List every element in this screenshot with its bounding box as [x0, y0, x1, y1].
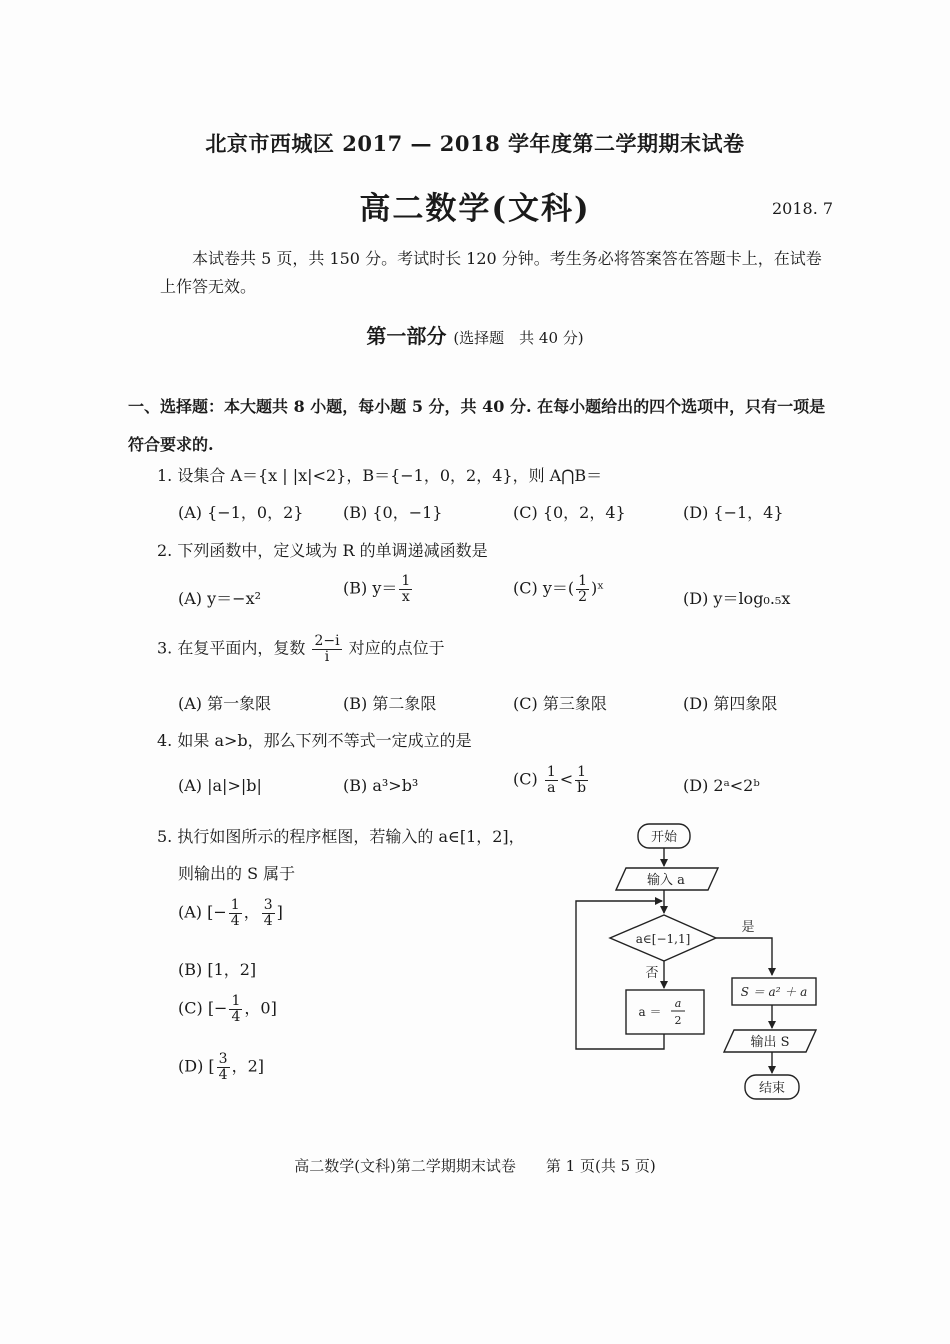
q5-option-c	[178, 994, 277, 1024]
q5-option-a	[178, 898, 283, 928]
q4-option-a: (A) |a|>|b|	[178, 776, 262, 795]
q5-c-num: 1	[231, 993, 241, 1009]
q5-d-suffix: ，2]	[231, 1056, 264, 1076]
question-5-stem-line1: 5. 执行如图所示的程序框图，若输入的 a∈[1，2]，	[157, 827, 525, 846]
q5-a-num1: 1	[230, 897, 240, 913]
q3-num: 2−i	[314, 633, 340, 649]
part-title: 第一部分	[366, 324, 447, 348]
q5-c-prefix: (C) [−	[178, 998, 228, 1018]
q2-c-suffix: )ˣ	[591, 578, 605, 598]
intro-text: 本试卷共 5 页，共 150 分。考试时长 120 分钟。考生务必将答案答在答题卡上，在试卷上作答无效。	[160, 249, 822, 296]
q2-c-num: 1	[578, 573, 588, 589]
q1-option-d: (D) {−1，4}	[683, 503, 784, 522]
q5-d-num: 3	[218, 1051, 228, 1067]
question-5-stem-line2: 则输出的 S 属于	[178, 864, 296, 883]
q5-a-suffix: ]	[276, 902, 283, 922]
q4-c-den2: b	[577, 779, 587, 796]
section-heading: 一、选择题：本大题共 8 小题，每小题 5 分，共 40 分. 在每小题给出的四个选项中，只有一项是符合要求的.	[128, 397, 826, 454]
flowchart-calc-label: S ＝ a² ＋ a	[740, 985, 808, 999]
flowchart-input-label: 输入 a	[647, 873, 685, 888]
q3-option-c: (C) 第三象限	[513, 694, 607, 713]
q5-a-num2: 3	[263, 897, 273, 913]
q5-c-fraction	[229, 994, 242, 1024]
q3-option-d: (D) 第四象限	[683, 694, 778, 713]
q3-prefix: 3. 在复平面内，复数	[157, 638, 306, 658]
part-subtitle: (选择题 共 40 分)	[453, 329, 584, 347]
q3-option-a: (A) 第一象限	[178, 694, 272, 713]
exam-title: 北京市西城区 2017 — 2018 学年度第二学期期末试卷	[205, 131, 745, 156]
q5-a-fraction-1	[229, 898, 242, 928]
flowchart-diagram	[560, 815, 850, 1115]
q5-a-fraction-2	[262, 898, 275, 928]
q1-option-a: (A) {−1，0，2}	[178, 503, 304, 522]
exam-date: 2018. 7	[772, 199, 834, 218]
q5-d-prefix: (D) [	[178, 1056, 215, 1076]
flowchart-start-label: 开始	[650, 830, 678, 845]
q4-c-num1: 1	[546, 764, 556, 780]
q2-c-prefix: (C) y＝(	[513, 578, 575, 598]
part-heading	[0, 320, 950, 349]
flowchart-end-label: 结束	[758, 1081, 786, 1096]
question-4-stem: 4. 如果 a>b，那么下列不等式一定成立的是	[157, 731, 472, 750]
flowchart-yes-label: 是	[741, 920, 755, 935]
q5-a-den1: 4	[230, 912, 240, 929]
q2-option-b	[343, 574, 414, 604]
question-2-stem: 2. 下列函数中，定义域为 R 的单调递减函数是	[157, 541, 488, 560]
q5-option-d	[178, 1052, 264, 1082]
q1-option-b: (B) {0，−1}	[343, 503, 443, 522]
q2-option-a: (A) y＝−x²	[178, 589, 262, 608]
q2-c-fraction	[576, 574, 589, 604]
q3-option-b: (B) 第二象限	[343, 694, 437, 713]
q5-a-prefix: (A) [−	[178, 902, 227, 922]
q2-option-d: (D) y＝log₀.₅x	[683, 589, 791, 608]
q4-c-den1: a	[547, 779, 556, 796]
q4-option-c	[513, 765, 590, 795]
flowchart-assign-den: 2	[674, 1014, 682, 1027]
flowchart-decision-label: a∈[−1,1]	[635, 932, 691, 946]
q2-c-den: 2	[578, 588, 588, 605]
flowchart-no-label: 否	[645, 966, 659, 981]
q2-option-c	[513, 574, 604, 604]
q5-a-sep: ，	[243, 902, 260, 922]
q5-c-suffix: ，0]	[244, 998, 277, 1018]
q4-option-d: (D) 2ᵃ<2ᵇ	[683, 776, 760, 795]
flowchart-edge-yes	[716, 938, 772, 975]
q4-c-prefix: (C)	[513, 769, 538, 789]
flowchart-output-label: 输出 S	[750, 1035, 790, 1050]
q5-a-den2: 4	[263, 912, 273, 929]
question-1-stem: 1. 设集合 A＝{x | |x|<2}，B＝{−1，0，2，4}，则 A⋂B＝	[157, 466, 603, 485]
flowchart-assign-num: a	[674, 997, 682, 1010]
q2-b-num: 1	[401, 573, 411, 589]
q5-option-b: (B) [1，2]	[178, 960, 257, 979]
question-3-stem	[157, 634, 445, 664]
q5-d-den: 4	[218, 1066, 228, 1083]
q4-c-lt: <	[559, 769, 574, 789]
q5-c-den: 4	[231, 1008, 241, 1025]
flowchart-assign-prefix: a ＝	[638, 1005, 662, 1019]
q4-option-b: (B) a³>b³	[343, 776, 419, 795]
q2-b-prefix: (B) y＝	[343, 578, 398, 598]
q2-b-fraction	[399, 574, 412, 604]
q5-d-fraction	[217, 1052, 230, 1082]
q2-b-den: x	[401, 588, 410, 605]
q4-c-fraction-2	[575, 765, 588, 795]
q4-c-num2: 1	[577, 764, 587, 780]
q3-suffix: 对应的点位于	[348, 638, 445, 658]
q3-fraction	[312, 634, 341, 664]
q3-den: i	[324, 648, 330, 665]
subject-title: 高二数学(文科)	[359, 191, 591, 227]
page-footer: 高二数学(文科)第二学期期末试卷 第 1 页(共 5 页)	[294, 1157, 656, 1175]
q4-c-fraction-1	[545, 765, 558, 795]
q1-option-c: (C) {0，2，4}	[513, 503, 626, 522]
